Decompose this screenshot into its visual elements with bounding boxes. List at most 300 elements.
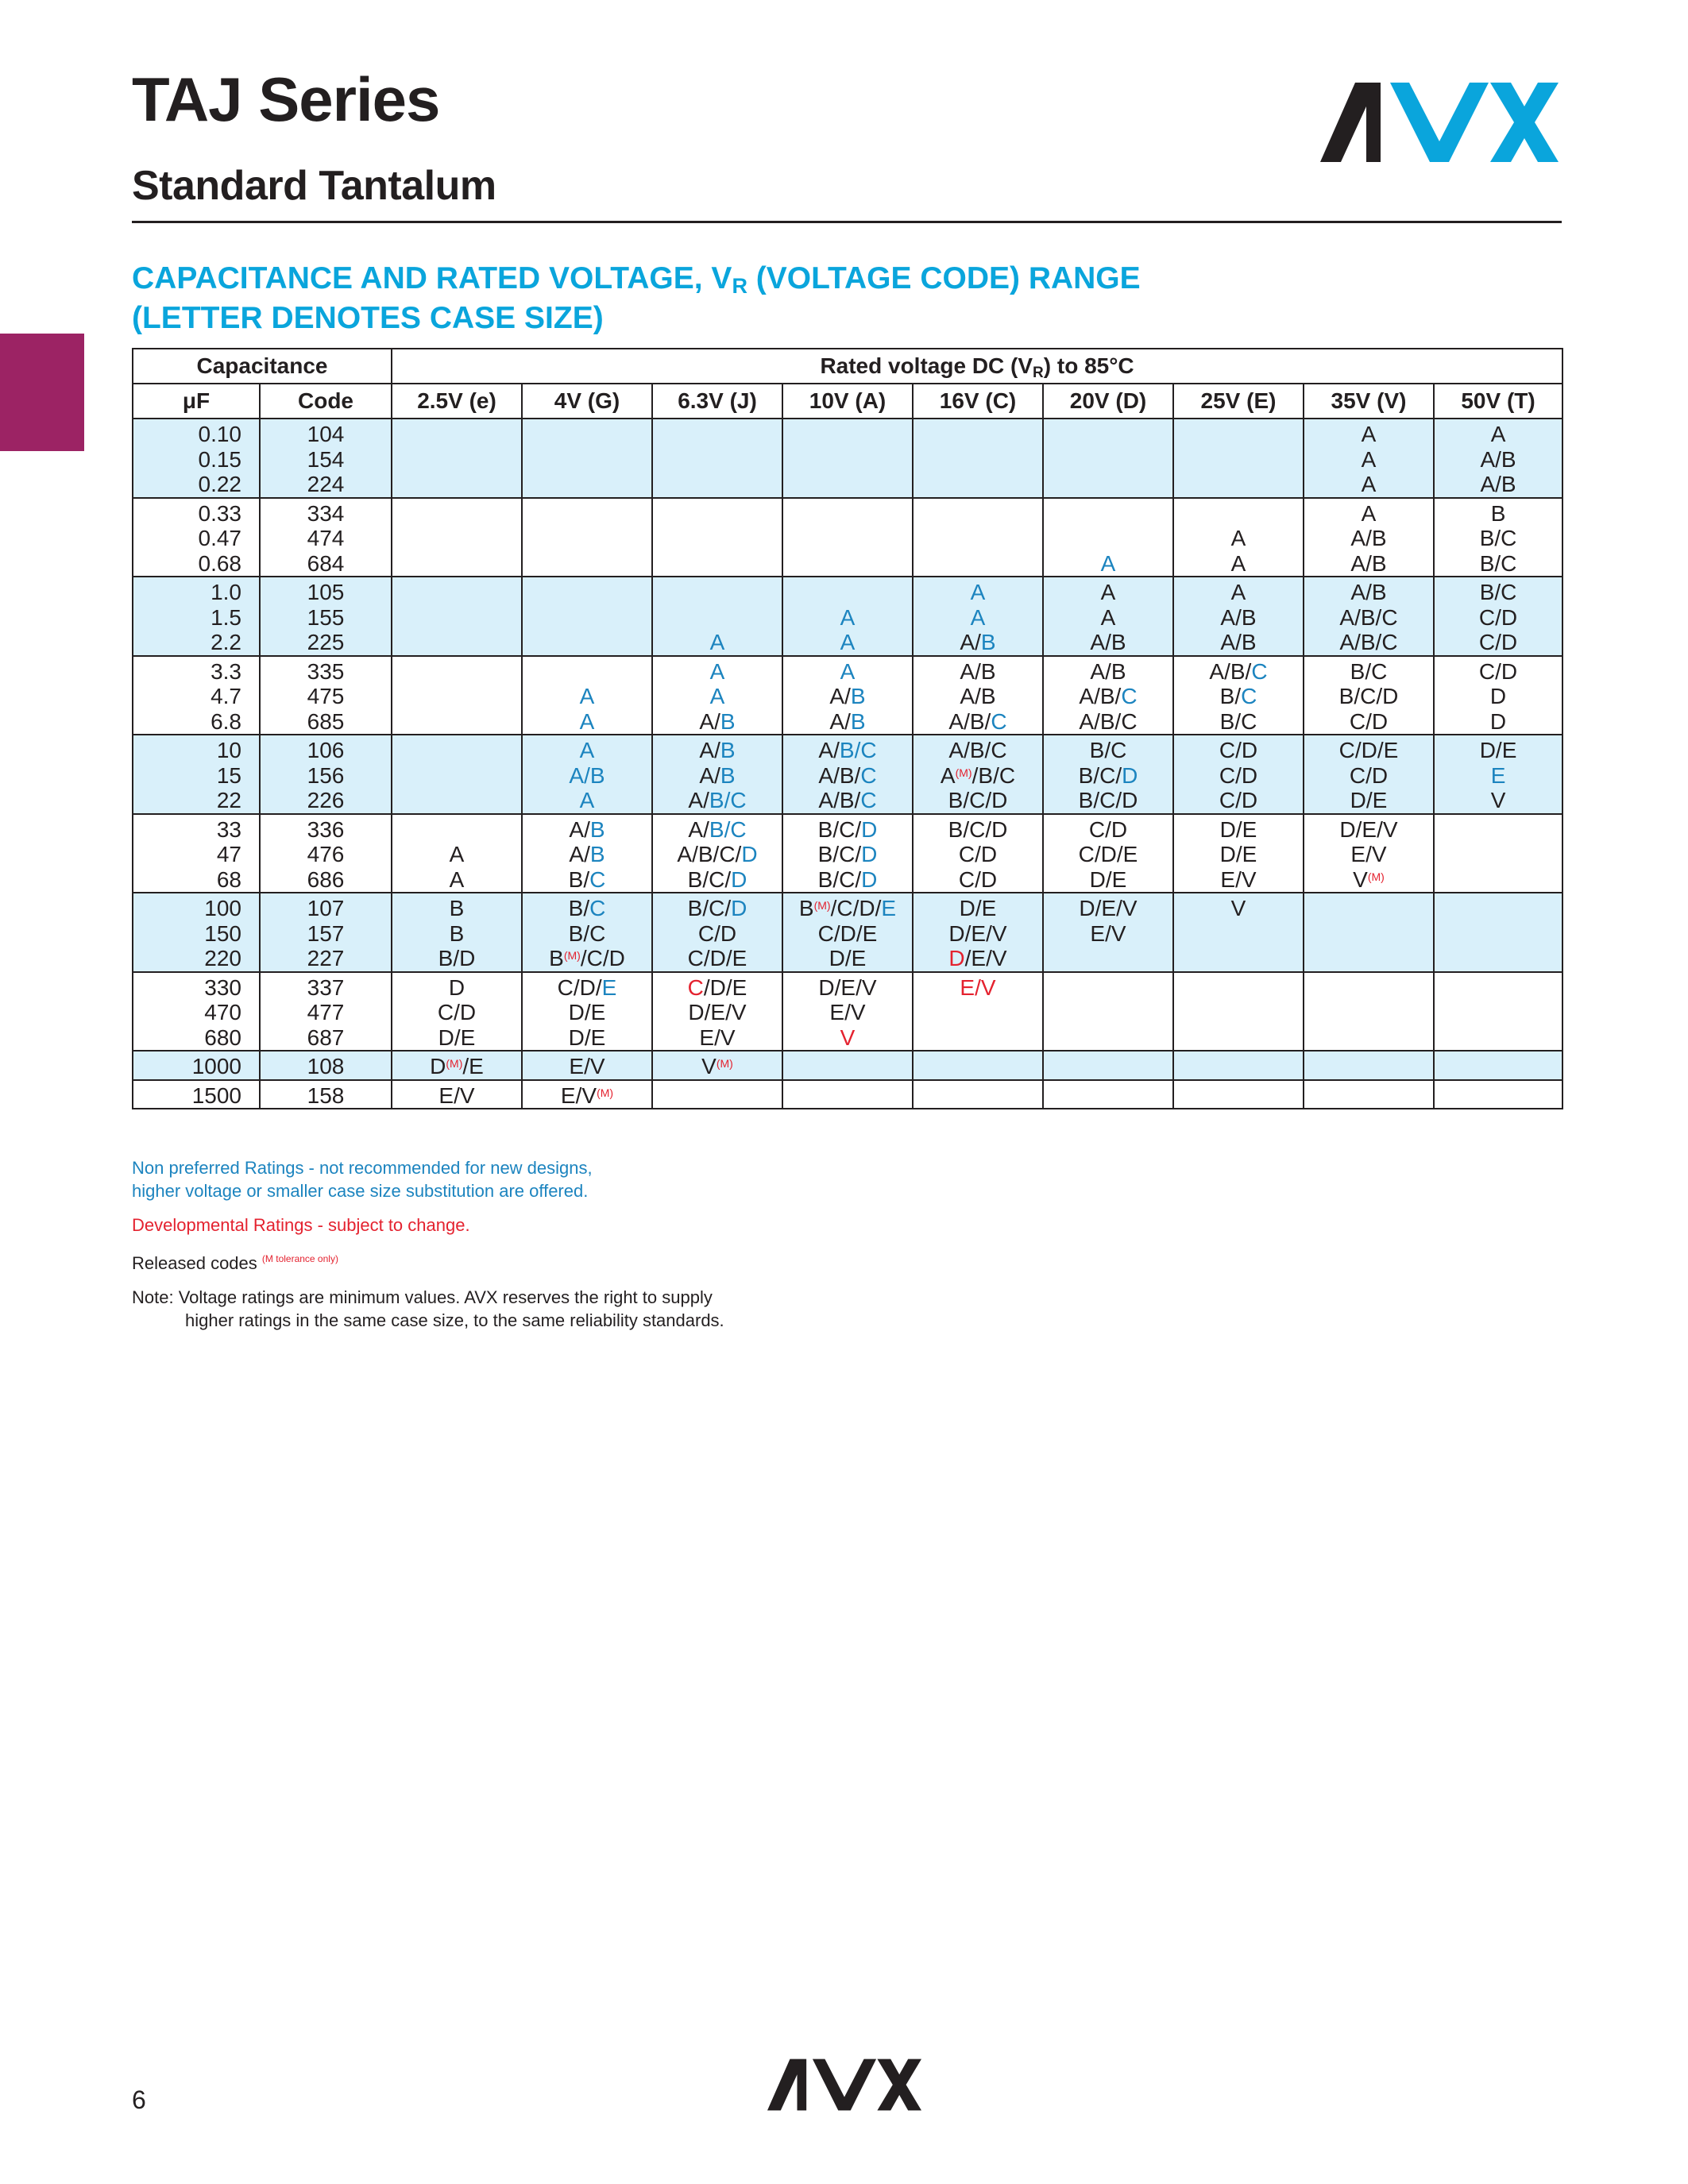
case-size-cell [1173,972,1304,1051]
voltage-rating-note: Note: Voltage ratings are minimum values. AVX reserves the right to supply higher ratings in the same case size, to the same reliability standards. [132,1287,724,1330]
case-size-value [392,709,521,735]
case-size-value: D/E/V [818,974,877,1000]
case-size-value: D [448,974,465,1000]
non-preferred-rating: A [709,684,725,708]
case-size-value: A/B [1350,550,1387,576]
case-size-cell [1434,419,1562,498]
non-preferred-rating: A [970,580,986,604]
case-size-value [392,580,521,605]
case-size-value: B/C [1479,526,1517,550]
code-value: 334 [307,500,345,526]
rated-voltage-group-header: Rated voltage DC $(V_R)$ to 85°C [392,349,1562,384]
case-size-cell [652,814,782,893]
capacitance-cell [133,577,260,656]
case-size-value: A/B [960,684,996,708]
legend-notes [132,1156,1482,1332]
non-preferred-rating: B [850,708,866,734]
case-size-value [1435,921,1562,947]
case-size-value [653,501,782,527]
case-size-value [914,605,1042,631]
case-size-value [783,526,912,551]
case-size-cell [913,972,1043,1051]
code-value: 106 [307,738,345,762]
case-size-cell [1434,656,1562,735]
case-size-value [783,501,912,527]
case-size-cell [1434,814,1562,893]
developmental-rating: E/V [960,974,996,1000]
case-size-value [783,659,912,685]
case-size-value [653,605,782,631]
code-value: 156 [307,762,345,788]
case-size-cell [1434,1080,1562,1109]
case-size-value [1435,763,1562,789]
case-size-value [914,551,1042,577]
case-size-value [653,1083,782,1109]
non-preferred-rating: A [709,630,725,654]
capacitance-value: 0.33 [198,500,241,526]
non-preferred-rating: B [720,708,736,734]
case-size-value: A [1230,526,1246,550]
non-preferred-rating: D [731,866,747,892]
case-size-value: E/V [438,1082,475,1108]
case-size-value [914,1000,1042,1025]
case-size-cell [913,577,1043,656]
case-size-value: A/B/C [948,708,1007,734]
side-tab-marker [0,334,84,451]
released-code-mark: (M) [563,949,581,962]
case-size-value: A/B/C [688,816,747,842]
capacitance-value: 15 [216,762,241,788]
case-size-value [523,526,651,551]
non-preferred-rating: A [709,658,725,684]
case-size-cell [1434,735,1562,814]
case-size-value: D/E [1479,738,1517,762]
code-cell [260,656,392,735]
case-size-value [653,447,782,473]
released-code-mark: (M) [955,766,972,779]
case-size-value: A/B [1220,604,1257,630]
case-size-value [783,551,912,577]
case-size-value: D/E [568,1000,606,1024]
case-size-value [1435,867,1562,893]
case-size-value [914,422,1042,447]
code-value: 158 [307,1082,345,1108]
case-size-value [914,472,1042,497]
case-size-value [392,501,521,527]
case-size-value: C/D/E [1078,842,1138,866]
avx-footer-logo [767,2059,921,2111]
code-value: 335 [307,658,345,684]
case-size-value [783,422,912,447]
case-size-value [783,580,912,605]
case-size-value [1044,472,1172,497]
case-size-value: A/B/C [1339,630,1398,654]
capacitance-value: 100 [204,896,241,920]
capacitance-value: 680 [204,1024,241,1050]
case-size-value [1044,501,1172,527]
case-size-value: A/B [569,816,605,842]
case-size-value [653,659,782,685]
code-value: 475 [307,684,345,708]
case-size-value: A/B/C [1079,684,1138,708]
case-size-value [1435,896,1562,921]
legend-developmental: Developmental Ratings - subject to change. [132,1215,470,1235]
case-size-value [1435,842,1562,867]
case-size-value: D/E [1350,788,1388,812]
case-size-cell [1434,498,1562,577]
case-size-cell [522,735,652,814]
case-size-value: D [1489,684,1507,708]
case-size-cell [1173,656,1304,735]
case-size-value: D/E/V [948,946,1007,970]
case-size-cell [913,656,1043,735]
code-value: 476 [307,842,345,866]
table-row [133,1080,1562,1109]
code-value: 108 [307,1054,345,1078]
case-size-value [914,1083,1042,1109]
case-size-cell [522,498,652,577]
case-size-cell [1304,735,1434,814]
case-size-value [523,763,651,789]
case-size-cell [392,656,522,735]
capacitance-cell [133,1080,260,1109]
case-size-value [783,605,912,631]
non-preferred-rating: B/C [839,738,877,762]
non-preferred-rating: C [860,788,877,812]
case-size-value [523,447,651,473]
case-size-value [1304,975,1433,1001]
non-preferred-rating: C [1121,684,1138,708]
case-size-value [392,738,521,763]
col-header-voltage: 2.5V (e) [392,384,522,419]
case-size-value: A [1361,422,1377,446]
capacitance-value: 3.3 [211,658,241,684]
case-size-cell [1043,1080,1173,1109]
non-preferred-rating: C [991,708,1007,734]
case-size-value [1174,1025,1303,1051]
capacitance-value: 6.8 [211,708,241,734]
case-size-value: $E/V^{(M)}$ [560,1082,614,1108]
case-size-value [523,580,651,605]
case-size-cell [1304,419,1434,498]
case-size-value: B/C/D [1078,788,1138,812]
case-size-value: V [1230,896,1246,920]
non-preferred-rating: D [741,842,758,866]
case-size-value: D/E/V [688,1000,747,1024]
case-size-cell [1304,577,1434,656]
case-size-cell [522,814,652,893]
case-size-cell [782,498,913,577]
avx-logo [1320,83,1559,162]
case-size-value [1044,551,1172,577]
non-preferred-rating: B [589,842,605,866]
case-size-value [783,630,912,655]
case-size-value [1044,1000,1172,1025]
case-size-value: B/C [1219,708,1257,734]
case-size-value [392,817,521,843]
case-size-value [523,684,651,709]
case-size-cell [1173,814,1304,893]
non-preferred-rating: A [840,604,856,630]
capacitance-value: 0.10 [198,422,241,446]
case-size-value: B/C/D [687,896,747,920]
case-size-value [523,551,651,577]
case-size-value [1044,1054,1172,1079]
case-size-value: C/D [1478,630,1518,654]
code-value: 685 [307,708,345,734]
case-size-cell [1173,1080,1304,1109]
col-header-voltage: 16V (C) [913,384,1043,419]
capacitance-value: 150 [204,920,241,946]
case-size-value [1174,946,1303,971]
case-size-value [1435,946,1562,971]
case-size-value [653,684,782,709]
case-size-value: A/B/C [818,738,877,762]
capacitance-value: 68 [216,866,241,892]
code-value: 337 [307,974,345,1000]
case-size-value: B/C/D [948,816,1008,842]
case-size-value: B/C/D [1078,762,1138,788]
case-size-cell [1434,972,1562,1051]
case-size-value: C/D [1088,816,1128,842]
case-size-cell [392,1080,522,1109]
released-code-mark: (M) [446,1057,463,1070]
non-preferred-rating: D [861,816,878,842]
case-size-value [914,975,1042,1001]
case-size-value [392,659,521,685]
page-number: 6 [132,2086,146,2114]
case-size-cell [652,656,782,735]
non-preferred-rating: B [589,816,605,842]
table-row [133,1051,1562,1080]
code-value: 684 [307,550,345,576]
case-size-cell [782,419,913,498]
case-size-value [523,659,651,685]
non-preferred-rating: D [861,842,878,866]
case-size-value [783,1025,912,1051]
case-size-value: D/E [1219,842,1257,866]
code-cell [260,814,392,893]
case-size-value: A/B [960,630,996,654]
case-size-cell [913,1051,1043,1080]
code-cell [260,498,392,577]
case-size-cell [913,419,1043,498]
case-size-value: E/V [829,1000,866,1024]
case-size-value [1304,896,1433,921]
capacitance-value: 470 [204,1000,241,1024]
non-preferred-rating: A [970,604,986,630]
col-header-voltage: 20V (D) [1043,384,1173,419]
case-size-cell [1434,893,1562,972]
code-value: 687 [307,1024,345,1050]
code-value: 224 [307,472,345,496]
case-size-cell [392,419,522,498]
capacitance-value: 22 [216,788,241,812]
header-rule [132,221,1562,223]
code-cell [260,419,392,498]
non-preferred-rating: E [1490,762,1506,788]
case-size-value: A [1100,580,1116,604]
case-size-cell [392,893,522,972]
case-size-cell [1043,656,1173,735]
case-size-value: B/C [1089,738,1127,762]
case-size-value: A [1230,580,1246,604]
case-size-cell [782,1080,913,1109]
case-size-value [914,501,1042,527]
case-size-value: A [1361,446,1377,472]
case-size-value: C/D [437,1000,477,1024]
case-size-value [1304,1083,1433,1109]
non-preferred-rating: E [881,896,897,920]
case-size-value [1435,975,1562,1001]
case-size-value [523,788,651,813]
case-size-cell [522,1080,652,1109]
case-size-cell [782,1051,913,1080]
case-size-cell [913,498,1043,577]
case-size-cell [392,498,522,577]
col-header-voltage: 50V (T) [1434,384,1562,419]
code-cell [260,1051,392,1080]
capacitance-voltage-table [132,348,1563,1109]
case-size-cell [1304,1080,1434,1109]
capacitance-value: 4.7 [211,684,241,708]
legend-released: Released codes $^{(M tolerance only)}$ [132,1253,338,1273]
case-size-value [1435,1025,1562,1051]
case-size-cell [913,735,1043,814]
developmental-rating: V [840,1024,856,1050]
capacitance-value: 330 [204,974,241,1000]
case-size-value [653,551,782,577]
case-size-value [1304,1054,1433,1079]
case-size-value: B/C [1479,580,1517,604]
case-size-value [1435,1083,1562,1109]
case-size-value: A/B/C [1339,604,1398,630]
case-size-cell [1434,1051,1562,1080]
case-size-cell [1304,1051,1434,1080]
case-size-cell [913,814,1043,893]
case-size-value: $A^{(M)}/B/C$ [940,762,1016,788]
non-preferred-rating: B/C [709,788,747,812]
capacitance-cell [133,893,260,972]
non-preferred-rating: C [1251,658,1268,684]
case-size-value [523,738,651,763]
non-preferred-rating: A [1100,550,1116,576]
capacitance-cell [133,656,260,735]
case-size-cell [1043,419,1173,498]
col-header-code: Code [260,384,392,419]
case-size-value: A/B [1350,580,1387,604]
case-size-value [1174,1000,1303,1025]
case-size-value: A/B/C [1209,658,1268,684]
non-preferred-rating: B [980,630,996,654]
case-size-cell [652,577,782,656]
case-size-value: B/C [1219,684,1257,708]
case-size-value [1044,422,1172,447]
code-value: 157 [307,920,345,946]
table-row [133,814,1562,893]
case-size-value [783,472,912,497]
table-row [133,893,1562,972]
capacitance-cell [133,972,260,1051]
capacitance-value: 10 [216,738,241,762]
case-size-value: A/B [1090,658,1126,684]
case-size-cell [522,656,652,735]
case-size-value [914,526,1042,551]
capacitance-value: 1.5 [211,604,241,630]
case-size-value [392,630,521,655]
case-size-value [1174,921,1303,947]
case-size-value: C/D/E [557,974,617,1000]
non-preferred-rating: A [579,684,595,708]
table-body [133,419,1562,1109]
case-size-value: A/B/C [948,738,1007,762]
case-size-value [392,472,521,497]
case-size-value [1044,526,1172,551]
case-size-cell [1043,1051,1173,1080]
case-size-value: B [449,920,465,946]
case-size-value: D/E [959,896,997,920]
case-size-value [392,422,521,447]
code-value: 477 [307,1000,345,1024]
non-preferred-rating: B [850,684,866,708]
case-size-value: B/C [568,866,606,892]
released-code-mark: (M) [1367,870,1385,883]
case-size-cell [522,419,652,498]
case-size-cell [782,972,913,1051]
case-size-value [653,630,782,655]
case-size-value: B/D [438,946,476,970]
case-size-cell [782,814,913,893]
case-size-cell [652,972,782,1051]
case-size-cell [392,577,522,656]
case-size-value: B/C/D [687,866,747,892]
capacitance-cell [133,814,260,893]
capacitance-value: 0.22 [198,472,241,496]
code-value: 227 [307,946,345,970]
case-size-value: E/V [699,1024,736,1050]
case-size-cell [392,735,522,814]
case-size-value: A/B [699,708,736,734]
case-size-value: C/D [1478,658,1518,684]
case-size-cell [522,893,652,972]
case-size-value: $B^{(M)}/C/D/E$ [798,896,897,920]
capacitance-value: 0.47 [198,526,241,550]
code-cell [260,735,392,814]
non-preferred-rating: A [579,788,595,812]
case-size-cell [1304,498,1434,577]
case-size-value [1304,1000,1433,1025]
case-size-cell [1173,1051,1304,1080]
case-size-value: C/D/E [1338,738,1399,762]
capacitance-cell [133,735,260,814]
case-size-cell [522,577,652,656]
col-header-uf: μF [133,384,260,419]
case-size-value: B/C/D [948,788,1008,812]
case-size-cell [652,419,782,498]
case-size-value: A [449,866,465,892]
case-size-value: D/E [1219,816,1257,842]
case-size-value: A/B [960,658,996,684]
case-size-cell [1043,814,1173,893]
case-size-cell [522,1051,652,1080]
case-size-value [1174,422,1303,447]
case-size-value [914,1025,1042,1051]
case-size-value [1044,946,1172,971]
released-code-mark: (M) [597,1086,614,1099]
case-size-value [783,1083,912,1109]
table-row [133,419,1562,498]
case-size-cell [782,656,913,735]
